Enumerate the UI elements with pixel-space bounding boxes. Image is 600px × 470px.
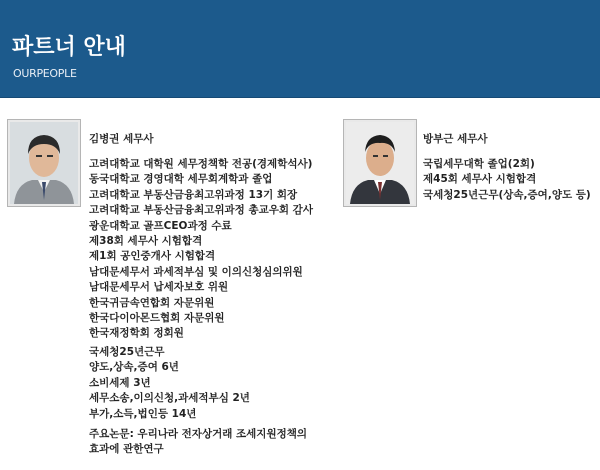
paper-item: 효과에 관한연구 [89,443,164,456]
career-item: 한국다이아몬드협회 자문위원 [89,312,225,325]
career-item: 제45회 세무사 시험합격 [423,173,537,186]
experience-item: 소비세제 3년 [89,376,151,389]
career-item: 고려대학교 부동산금융최고위과정 13기 회장 [89,188,298,201]
page-subtitle: OURPEOPLE [13,67,77,80]
paper-list-left [89,427,349,458]
career-item: 국세청25년근무(상속,증여,양도 등) [423,188,591,201]
career-item: 남대문세무서 납세자보호 위원 [89,281,229,294]
career-item: 고려대학교 부동산금융최고위과정 총교우회 감사 [89,204,313,217]
career-item: 제1회 공인중개사 시험합격 [89,250,216,263]
career-item: 고려대학교 대학원 세무정책학 전공(경제학석사) [89,158,313,170]
career-item: 광운대학교 골프CEO과정 수료 [89,219,232,232]
career-item: 제38회 세무사 시험합격 [89,235,203,248]
header-banner [0,0,600,98]
page-title: 파트너 안내 [12,35,126,60]
experience-item: 세무소송,이의신청,과세적부심 2년 [89,392,250,405]
paper-item: 주요논문: 우리나라 전자상거래 조세지원정책의 [89,428,308,440]
profile-photo-left [7,119,81,207]
experience-item: 부가,소득,법인등 14년 [89,407,197,420]
portrait-image [10,122,78,204]
career-item: 남대문세무서 과세적부심 및 이의신청심의위원 [89,265,303,278]
experience-list-left [89,345,349,422]
career-item: 한국재정학회 정회원 [89,327,184,340]
career-item: 동국대학교 경영대학 세무회계학과 졸업 [89,173,273,186]
profile-name-right: 방부근 세무사 [423,133,488,145]
profile-name-left: 김병권 세무사 [89,133,154,145]
career-list-left [89,157,359,342]
career-item: 국립세무대학 졸업(2회) [423,158,535,170]
experience-item: 국세청25년근무 [89,346,165,358]
career-item: 한국귀금속연합회 자문위원 [89,296,215,309]
experience-item: 양도,상속,증여 6년 [89,361,179,374]
career-list-right [423,157,598,203]
